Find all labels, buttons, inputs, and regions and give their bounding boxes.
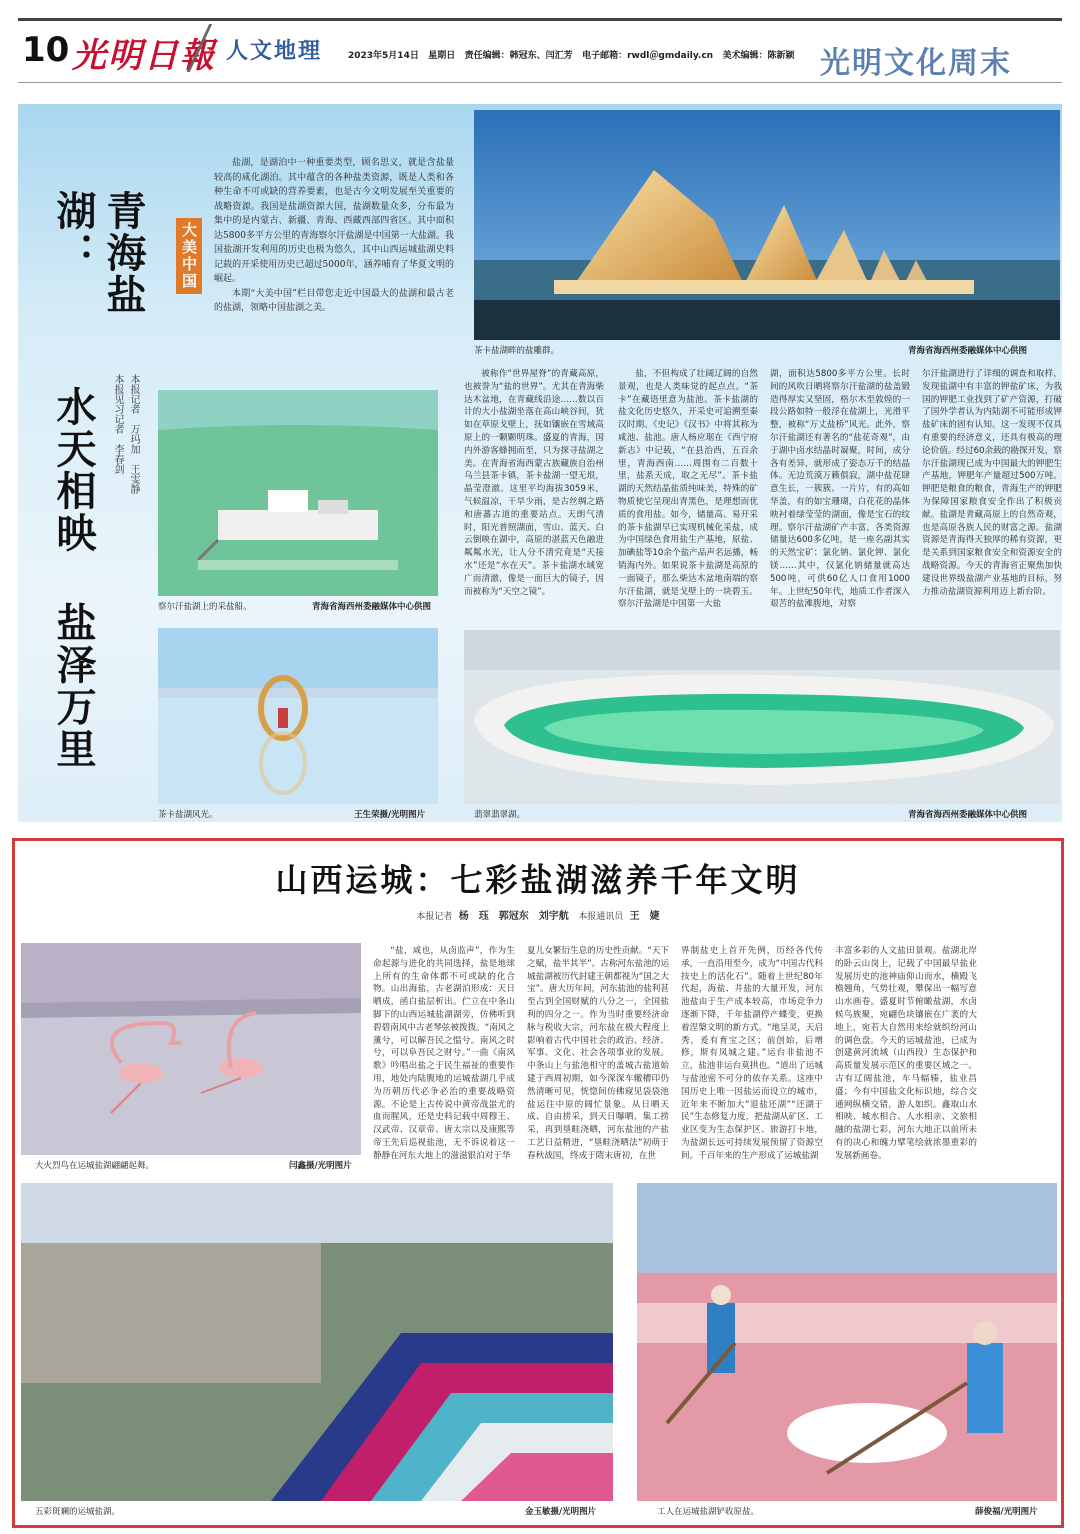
top-title-line3: 盐泽万里 — [50, 602, 97, 770]
photo2-credit: 青海省海西州委融媒体中心供图 — [312, 602, 432, 612]
bottom-photo3-caption: 工人在运城盐湖铲收原盐。 — [657, 1507, 760, 1517]
flamingo-graphic — [21, 943, 361, 1155]
page-number: 10 — [22, 30, 70, 70]
photo-chaka-lake — [158, 628, 438, 804]
bottom-article — [12, 838, 1064, 1528]
header-bottom-rule — [18, 82, 1062, 83]
byline-names-2: 王 婕 — [629, 911, 660, 922]
top-title-line2: 水天相映 — [50, 386, 97, 554]
photo4-credit: 青海省海西州委融媒体中心供图 — [908, 810, 1028, 820]
bottom-body-col4: 丰富多彩的人文盐田景观。盐湖北岸的卧云山岗上，记载了中国最早盐业发展历史的池神庙仰山而水，横殿飞檐翘角，气势壮观，攀保出一幅写意山水画卷。盛夏时节俯瞰盐湖，水卤候鸟族聚，宛翩色块镶嵌在广袤的大地上，宛若大自然用来绘就织纷河山的调色盘。今天的运城盐池，已成为创建黄河流域（山西段）生态保护和高质量发展示范区的重要区域之一。古有辽阔盐池，车马辐辏，盐业昌盛；今有中国盐文化标识地，综合交通网纵横交错，游人如织。鑫取山水相映、城水相合、人水相亲、文旅相融的盐湖七彩，河东大地正以前所未有的决心和魄力擘笔绘就浓墨重彩的发展新画卷。 — [835, 946, 977, 1161]
bottom-photo3-credit: 薛俊福/光明图片 — [975, 1507, 1038, 1517]
top-intro-p2: 本期“大美中国”栏目带您走近中国最大的盐湖和最古老的盐湖，领略中国盐湖之美。 — [214, 288, 454, 313]
bottom-title: 山西运城：七彩盐湖滋养千年文明 — [275, 861, 801, 899]
bottom-photo2-caption: 五彩斑斓的运城盐湖。 — [35, 1507, 121, 1517]
header-rule — [18, 18, 1062, 21]
salt-workers-graphic — [637, 1183, 1057, 1501]
photo-flamingos — [21, 943, 361, 1155]
top-body-col1: 被称作“世界屋脊”的青藏高原，也被誉为“盐的世界”。尤其在青海柴达木盆地，在青藏线沿途……数以百计的大小盐湖坐落在高山峡谷间，犹如在草原戈壁上，抚如镶嵌在雪域高原上的一颗颗明珠。盛夏的青海，国内外游客蜂拥而至，只为探寻盐湖之美。在青海省海西蒙古族藏族自治州乌兰县茶卡镇，茶卡盐湖一望无垠，晶莹澄澈。这里平均海拔3059米，气候温凉，干旱少雨，是古丝绸之路和唐蕃古道的重要站点。天朗气清时，阳光普照湖面，雪山、蓝天、白云倒映在湖中，高原的湛蓝天色融进粼粼水光，让人分不清究竟是“天接水”还是“水在天”。茶卡盐湖水域宽广而清澈，像是一面巨大的镜子，因而被称为“天空之镜”。 — [464, 369, 604, 597]
chaka-lake-graphic — [158, 628, 438, 804]
aerial-salt-lake-graphic — [21, 1183, 613, 1501]
top-byline-2: 本报记者 万玛加 王雯静 — [128, 374, 139, 494]
mining-ship-graphic — [158, 390, 438, 596]
photo2-caption: 察尔汗盐湖上的采盐船。 — [158, 602, 252, 612]
bottom-body-col3: 界制盐史上首开先例，历经各代传承，一直沿用至今，成为“中国古代科技史上的活化石”。随着上世纪80年代起，海盐、井盐的大量开发，河东池盐由于生产成本较高，市场竞争力逐渐下降，千年盐湖停产蝶变，更换着涅槃文明的新方式。“地呈灵，天启秀，爰有育宝之区；前创始，后增修，斯有凤城之建。”运台非盐池不立，盐池非运台莫拱也。“道出了运城与盐池密不可分的依存关系。这座中国历史上唯一因盐运而设立的城市，近年来不断加大“退盐还湖”“还湖于民”生态修复力度，把盐湖从矿区、工业区变为生态保护区、旅游打卡地，为盐湖长远可持续发展预留了资源空间。千百年来的生产形成了运城盐湖 — [681, 946, 823, 1161]
masthead — [0, 0, 1080, 88]
top-body-col4: 尔汗盐湖进行了详细的调查和取样，发现盐湖中有丰富的钾盐矿床，为我国的钾肥工业找到了矿产资源，打破了国外学者认为内陆湖不可能形成钾盐矿床的固有认知。这一发现不仅具有重要的经济意义，还具有极高的理论价值。经过60余载的勘探开发，察尔汗盐湖现已成为中国最大的钾肥生产基地，钾肥年产量超过500万吨。钾肥是粮食的粮食，青海生产的钾肥为保障国家粮食安全作出了积极贡献。盐湖是青藏高原上的自然奇观，也是高原各族人民的财富之源。盐湖资源是青海得天独厚的稀有资源，更是关系到国家粮食安全和资源安全的战略资源。今天的青海省正聚焦加快建设世界级盐湖产业基地的目标，努力推动盐湖资源利用迈上新台阶。 — [922, 369, 1062, 597]
column-badge: 大美中国 — [176, 218, 202, 294]
issue-weekday: 星期日 — [428, 51, 456, 61]
bottom-photo2-credit: 金玉敏摄/光明图片 — [525, 1507, 597, 1517]
photo1-caption: 茶卡盐湖畔的盐雕群。 — [474, 346, 560, 356]
bottom-byline — [15, 907, 1061, 922]
emerald-lake-graphic — [464, 630, 1060, 804]
photo-salt-workers — [637, 1183, 1057, 1501]
photo-mining-ship — [158, 390, 438, 596]
issue-date: 2023年5月14日 — [348, 51, 419, 61]
byline-label-1: 本报记者 — [416, 912, 453, 922]
photo1-credit: 青海省海西州委融媒体中心供图 — [908, 346, 1028, 356]
byline-label-2: 本报通讯员 — [578, 912, 624, 922]
top-body-col2: 盐，不但构成了壮阔辽阔的自然景观，也是人类味觉的起点点。“茶卡”在藏语里意为盐池。茶卡盐湖的盐文化历史悠久，开采史可追溯至秦汉时期。《史记》《汉书》中将其称为咸池、盐池。唐人杨应琚在《西宁府新志》中记载，“在县治西，五百余里，青海西南……周围有二百数十里，盐系天成，取之无尽”。茶卡盐湖的天然结晶盐质纯味美，特殊的矿物质使它呈现出青黑色，是理想而优质的食用盐。如今，储量高、易开采的茶卡盐湖早已实现机械化采盐，成为中国绿色食用盐生产基地，原盐、加碘盐等10余个盐产品声名远播，畅销海内外。如果说茶卡盐湖是高原的一面镜子，那么柴达木盆地南端的察尔汗盐湖，就是戈壁上的一块碧玉。察尔汗盐湖是中国第一大盐 — [618, 369, 758, 610]
section-name: 人文地理 — [226, 38, 323, 64]
editor-email: 电子邮箱：rwdl＠gmdaily.cn — [582, 51, 714, 61]
weekly-title: 光明文化周末 — [820, 46, 1012, 81]
photo-emerald-lake — [464, 630, 1060, 804]
bottom-photo1-caption: 大火烈鸟在运城盐湖翩翩起舞。 — [35, 1161, 155, 1171]
bottom-body-col2: 夏儿女繁衍生息的历史性贡献。“天下之赋，盐半其半”。古称河东盐池的运城盐湖被历代封建王朝都视为“国之大宝”。唐大历年间，河东盐池的盐利甚至占到全国财赋的八分之一，全国盐利的四分之一。作为当时重要经济命脉与税收大宗，河东盐在极大程度上影响着古代中国社会的政治、经济、军事、文化、社会各项事业的发展。中条山上与盐池相守的盖城古盐道始建于西周初期，如今深深车辙槽印仍然清晰可见，恍惚间仿佛窥见袋袋池盐运往中原的阔忙景象。从日晒天成、自由捞采，到天日曝晒、集工捞采，再到垦畦浇晒，河东盐池的产盐工艺日益精进，“垦畦浇晒法”初萌于春秋战国，终成于隋末唐初，在世 — [527, 946, 669, 1161]
photo3-caption: 茶卡盐湖风光。 — [158, 810, 218, 820]
top-title-line1: 青海盐湖： — [50, 190, 147, 316]
bottom-body-col1: “盐，咸也，从卤监声”，作为生命起源与进化的共同选择，盐是地球上所有的生命体都不可或缺的化合物。山出海盐，古老湖泊形成：天日晒成，函白盐层析出。伫立在中条山脚下的山西运城盐湖湖旁，仿佛听到碧碧南风中古老琴弦被拨拨。“南风之薰兮，可以解吾民之愠兮。南风之时兮，可以阜吾民之财兮。”一曲《南风歌》吟唱出盐之于民生福祉的重要作用，地处内陆腹地的运城盐湖几乎成为历朝历代必争必治的重要战略资源。不论是上古传说中黄帝战蚩尤的血而腥风，还是史料记载中周穆王、汉武帝、汉章帝、唐太宗以及康熙等帝王先后巡视盐池，无不诉说着这一静静在河东大地上的滋滋银泊对于华 — [373, 946, 515, 1161]
paper-name-logo: 光明日報 — [72, 36, 216, 76]
header-meta — [348, 48, 795, 61]
top-body-col3: 湖，面积达5800多平方公里。长时间的风吹日晒将察尔汗盐湖的盐盖锻造得厚实又坚固，格尔木至敦煌的一段公路如特一般浮在盐湖上，光滑平整，被称“万丈盐桥”风光。此外，察尔汗盐湖还有著名的“盐花奇观”，由于湖中卤水结晶时凝聚，时间，成分各有差异，就形成了姿态万千的结晶体。无边荒漠万籁俱寂，湖中盐花肆意生长，一簇簇、一片片，有的高如华盖，有的如宝珊瑚，白花花的晶体映衬着绿莹莹的湖面，像是宝石的纹理。察尔汗盐湖矿产丰富，各类资源储量达600多亿吨，是一座名副其实的天然宝矿：氯化钠、氯化钾、氯化镁……其中，仅氯化钠储量就高达500吨，可供60亿人口食用1000年。上世纪50年代，地质工作者深入艰苦的盐滩腹地，对察 — [770, 369, 910, 610]
photo3-credit: 王生荣摄/光明图片 — [354, 810, 426, 820]
photo-aerial-salt-lake — [21, 1183, 613, 1501]
photo-salt-sculptures — [474, 110, 1060, 340]
bottom-photo1-credit: 闫鑫摄/光明图片 — [289, 1161, 352, 1171]
editors: 责任编辑：韩冠东、闫汇芳 — [464, 51, 573, 61]
salt-sculpture-graphic — [474, 110, 1060, 340]
top-intro-p1: 盐湖，是湖泊中一种重要类型，顾名思义，就是含盐量较高的咸化湖泊。其中蕴含的各种盐类资源，既是人类和各种生命不可或缺的营养要素，也是古今文明发展至关重要的战略资源。我国是盐湖资源大国，盐湖数量众多，分布最为集中的是内蒙古、新疆、青海、西藏西部四省区。其中面积达5800多平方公里的青海察尔汗盐湖是中国第一大盐湖。我国盐湖开发利用的历史也极为悠久，其中山西运城盐湖史料记载的开采使用历史已超过5000年，涵养哺育了华夏文明的崛起。 — [214, 158, 454, 284]
byline-names-1: 杨 珏 郭冠东 刘宇航 — [458, 911, 569, 922]
top-byline-1: 本报见习记者 李春剑 — [112, 374, 123, 474]
top-intro — [214, 156, 454, 406]
photo4-caption: 翡翠翡翠湖。 — [474, 810, 526, 820]
art-editor: 美术编辑：陈新颖 — [722, 51, 795, 61]
top-article — [18, 104, 1062, 822]
